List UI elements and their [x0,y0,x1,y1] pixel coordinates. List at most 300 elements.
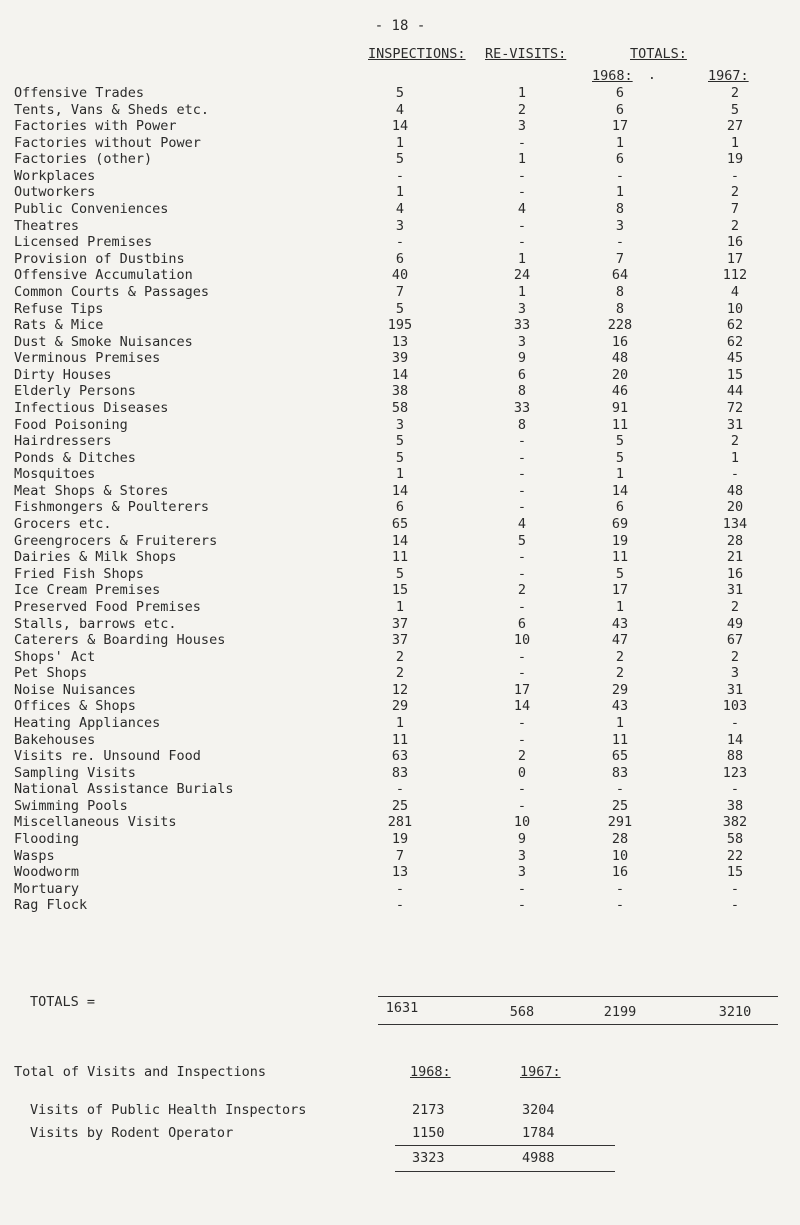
row-revisits: 24 [513,267,531,284]
row-label: Verminous Premises [14,350,161,367]
row-inspections: 1 [395,598,405,615]
row-total-1968: 25 [611,797,629,814]
row-revisits: - [517,482,527,499]
row-total-1968: 6 [615,151,625,168]
row-total-1968: 64 [611,267,629,284]
row-label: Shops' Act [14,648,96,665]
table-row [0,682,800,699]
row-label: Preserved Food Premises [14,598,201,615]
row-revisits: - [517,731,527,748]
row-revisits: 1 [517,85,527,101]
row-label: Licensed Premises [14,234,153,251]
row-total-1967: 4 [730,283,740,300]
table-row [0,417,800,434]
row-revisits: - [517,648,527,665]
row-total-1967: 31 [726,681,744,698]
row-revisits: 3 [517,847,527,864]
row-total-1968: 65 [611,748,629,765]
row-label: Meat Shops & Stores [14,482,169,499]
row-revisits: 1 [517,283,527,300]
row-inspections: 11 [391,549,409,566]
summary-year-1967: 1967: [520,1064,561,1080]
row-total-1968: 11 [611,731,629,748]
row-total-1967: 48 [726,482,744,499]
row-inspections: 1 [395,134,405,151]
row-revisits: 4 [517,201,527,218]
table-row [0,665,800,682]
row-label: Offensive Trades [14,85,145,101]
row-revisits: - [517,897,527,914]
table-row [0,450,800,467]
row-revisits: 10 [513,632,531,649]
table-row [0,765,800,782]
row-total-1967: - [730,781,740,798]
row-total-1968: 6 [615,85,625,101]
row-inspections: 39 [391,350,409,367]
row-total-1967: 62 [726,317,744,334]
row-total-1968: 8 [615,283,625,300]
row-total-1968: 43 [611,615,629,632]
table-row [0,433,800,450]
summary-inspectors-1968: 2173 [412,1102,445,1118]
header-year-1967: 1967: [708,68,749,84]
row-label: Provision of Dustbins [14,250,185,267]
row-revisits: 1 [517,151,527,168]
row-label: Grocers etc. [14,516,112,533]
table-row [0,649,800,666]
table-row [0,350,800,367]
row-total-1968: 1 [615,714,625,731]
row-total-1967: 20 [726,499,744,516]
row-inspections: 13 [391,333,409,350]
row-total-1967: 62 [726,333,744,350]
row-total-1968: 291 [607,814,633,831]
row-total-1968: 6 [615,499,625,516]
row-inspections: 4 [395,201,405,218]
summary-grand-rule [395,1171,615,1172]
row-total-1967: 16 [726,234,744,251]
table-row [0,118,800,135]
row-revisits: - [517,549,527,566]
header-totals: TOTALS: [630,46,687,62]
table-row [0,201,800,218]
summary-grand-1968: 3323 [412,1150,445,1166]
row-total-1968: - [615,897,625,914]
table-row [0,135,800,152]
row-total-1968: 1 [615,134,625,151]
row-inspections: 19 [391,831,409,848]
row-inspections: 11 [391,731,409,748]
totals-1968: 2199 [603,1004,637,1020]
row-label: Infectious Diseases [14,399,169,416]
row-revisits: - [517,234,527,251]
row-inspections: 195 [387,317,413,334]
row-total-1968: 14 [611,482,629,499]
summary-label-inspectors: Visits of Public Health Inspectors [30,1102,307,1118]
row-revisits: - [517,665,527,682]
summary-rodent-1967: 1784 [522,1125,555,1141]
row-label: Mortuary [14,880,80,897]
row-total-1967: 72 [726,399,744,416]
row-label: Common Courts & Passages [14,283,210,300]
row-revisits: 10 [513,814,531,831]
row-revisits: 1 [517,250,527,267]
table-row [0,516,800,533]
table-row [0,483,800,500]
totals-label: TOTALS = [30,994,96,1010]
row-total-1968: 20 [611,366,629,383]
row-label: Rag Flock [14,897,88,914]
row-inspections: 2 [395,648,405,665]
row-inspections: 5 [395,565,405,582]
row-label: Elderly Persons [14,383,136,400]
row-revisits: 2 [517,748,527,765]
row-total-1967: 15 [726,366,744,383]
row-inspections: 1 [395,714,405,731]
row-revisits: - [517,565,527,582]
row-total-1968: - [615,167,625,184]
row-revisits: 6 [517,366,527,383]
table-row [0,267,800,284]
row-total-1968: 11 [611,416,629,433]
row-total-1967: 382 [722,814,748,831]
row-inspections: 38 [391,383,409,400]
row-inspections: 83 [391,764,409,781]
row-inspections: 37 [391,632,409,649]
table-row [0,549,800,566]
inspection-table [0,85,800,914]
row-total-1967: - [730,466,740,483]
row-label: Stalls, barrows etc. [14,615,177,632]
table-row [0,499,800,516]
row-total-1967: 88 [726,748,744,765]
table-row [0,284,800,301]
table-row [0,168,800,185]
row-inspections: - [395,897,405,914]
row-label: Miscellaneous Visits [14,814,177,831]
row-revisits: 2 [517,582,527,599]
row-total-1967: 2 [730,648,740,665]
row-inspections: 14 [391,532,409,549]
row-total-1968: 7 [615,250,625,267]
row-revisits: - [517,797,527,814]
row-total-1968: - [615,781,625,798]
row-revisits: 14 [513,698,531,715]
table-row [0,748,800,765]
row-label: National Assistance Burials [14,781,234,798]
row-revisits: - [517,433,527,450]
row-total-1967: 27 [726,118,744,135]
row-total-1968: 16 [611,864,629,881]
row-label: Mosquitoes [14,466,96,483]
summary-rodent-1968: 1150 [412,1125,445,1141]
row-total-1968: 5 [615,449,625,466]
row-total-1968: 8 [615,201,625,218]
row-revisits: - [517,167,527,184]
row-revisits: - [517,217,527,234]
row-inspections: 1 [395,184,405,201]
row-total-1967: 16 [726,565,744,582]
row-label: Hairdressers [14,433,112,450]
row-total-1968: 10 [611,847,629,864]
row-label: Offices & Shops [14,698,136,715]
totals-revisits: 568 [509,1004,535,1020]
row-inspections: 58 [391,399,409,416]
row-label: Swimming Pools [14,797,128,814]
table-row [0,301,800,318]
row-total-1968: 47 [611,632,629,649]
row-total-1967: 21 [726,549,744,566]
table-row [0,732,800,749]
row-revisits: - [517,598,527,615]
summary-label-rodent: Visits by Rodent Operator [30,1125,234,1141]
row-total-1967: 2 [730,598,740,615]
row-revisits: 33 [513,317,531,334]
row-total-1968: 8 [615,300,625,317]
table-row [0,715,800,732]
row-label: Flooding [14,831,80,848]
row-total-1968: 29 [611,681,629,698]
row-revisits: 9 [517,350,527,367]
row-total-1968: 1 [615,184,625,201]
row-label: Rats & Mice [14,317,104,334]
table-row [0,566,800,583]
row-total-1967: - [730,897,740,914]
table-row [0,848,800,865]
row-total-1968: 28 [611,831,629,848]
row-inspections: 65 [391,516,409,533]
row-total-1967: - [730,880,740,897]
table-row [0,466,800,483]
row-inspections: 5 [395,300,405,317]
row-revisits: - [517,134,527,151]
row-revisits: 17 [513,681,531,698]
summary-inspectors-1967: 3204 [522,1102,555,1118]
row-label: Greengrocers & Fruiterers [14,532,218,549]
table-row [0,798,800,815]
row-label: Food Poisoning [14,416,128,433]
summary-grand-1967: 4988 [522,1150,555,1166]
table-row [0,85,800,102]
table-row [0,881,800,898]
row-label: Tents, Vans & Sheds etc. [14,101,210,118]
table-row [0,632,800,649]
row-revisits: 9 [517,831,527,848]
row-total-1967: 112 [722,267,748,284]
row-label: Dust & Smoke Nuisances [14,333,193,350]
row-inspections: 5 [395,85,405,101]
row-total-1967: 134 [722,516,748,533]
row-label: Heating Appliances [14,714,161,731]
row-total-1968: 2 [615,648,625,665]
row-label: Sampling Visits [14,764,136,781]
row-total-1967: 1 [730,449,740,466]
row-total-1967: 2 [730,85,740,101]
table-row [0,251,800,268]
row-revisits: 3 [517,300,527,317]
row-label: Dairies & Milk Shops [14,549,177,566]
row-inspections: 7 [395,283,405,300]
totals-1967: 3210 [718,1004,752,1020]
row-total-1967: 45 [726,350,744,367]
table-row [0,897,800,914]
totals-inspections: 1631 [385,1000,419,1016]
row-inspections: - [395,234,405,251]
header-inspections: INSPECTIONS: [368,46,466,62]
row-total-1967: 2 [730,217,740,234]
table-row [0,814,800,831]
row-total-1967: 67 [726,632,744,649]
row-inspections: 7 [395,847,405,864]
table-row [0,533,800,550]
row-revisits: 0 [517,764,527,781]
row-total-1967: 10 [726,300,744,317]
row-revisits: - [517,781,527,798]
table-row [0,102,800,119]
row-inspections: 3 [395,416,405,433]
row-revisits: 8 [517,383,527,400]
row-inspections: - [395,880,405,897]
row-total-1967: 3 [730,665,740,682]
summary-subtotal-rule [395,1145,615,1146]
row-label: Outworkers [14,184,96,201]
row-label: Dirty Houses [14,366,112,383]
row-total-1968: 5 [615,433,625,450]
table-row [0,383,800,400]
row-inspections: 14 [391,118,409,135]
table-row [0,582,800,599]
row-total-1967: 1 [730,134,740,151]
row-inspections: 5 [395,151,405,168]
row-inspections: - [395,167,405,184]
summary-title: Total of Visits and Inspections [14,1064,266,1080]
header-year-1968: 1968: [592,68,633,84]
table-row [0,367,800,384]
row-inspections: 6 [395,499,405,516]
totals-top-rule [378,996,778,997]
table-row [0,400,800,417]
row-revisits: - [517,499,527,516]
row-total-1967: 31 [726,416,744,433]
row-label: Factories without Power [14,134,201,151]
row-inspections: 40 [391,267,409,284]
row-revisits: 33 [513,399,531,416]
row-inspections: 1 [395,466,405,483]
row-total-1968: 6 [615,101,625,118]
row-revisits: 4 [517,516,527,533]
page-number: - 18 - [374,18,426,34]
row-revisits: 3 [517,333,527,350]
table-row [0,599,800,616]
row-total-1967: 5 [730,101,740,118]
row-label: Offensive Accumulation [14,267,193,284]
row-total-1968: 5 [615,565,625,582]
row-total-1968: 1 [615,466,625,483]
row-revisits: 6 [517,615,527,632]
summary-year-1968: 1968: [410,1064,451,1080]
row-total-1968: - [615,234,625,251]
row-total-1968: 48 [611,350,629,367]
row-revisits: 2 [517,101,527,118]
row-total-1968: 16 [611,333,629,350]
row-label: Factories (other) [14,151,153,168]
row-total-1967: 28 [726,532,744,549]
row-total-1967: 2 [730,184,740,201]
row-revisits: - [517,466,527,483]
row-inspections: 6 [395,250,405,267]
row-total-1968: 17 [611,118,629,135]
row-total-1967: - [730,714,740,731]
row-label: Caterers & Boarding Houses [14,632,226,649]
table-row [0,334,800,351]
row-inspections: 13 [391,864,409,881]
row-total-1968: 83 [611,764,629,781]
row-label: Noise Nuisances [14,681,136,698]
table-row [0,864,800,881]
row-inspections: 2 [395,665,405,682]
row-total-1968: 11 [611,549,629,566]
row-inspections: 12 [391,681,409,698]
row-revisits: 8 [517,416,527,433]
row-total-1968: 69 [611,516,629,533]
table-row [0,184,800,201]
row-total-1968: 19 [611,532,629,549]
row-label: Woodworm [14,864,80,881]
totals-bottom-rule [378,1024,778,1025]
table-row [0,831,800,848]
row-inspections: 14 [391,482,409,499]
row-total-1968: 1 [615,598,625,615]
row-label: Ponds & Ditches [14,449,136,466]
row-total-1967: 103 [722,698,748,715]
row-revisits: - [517,714,527,731]
row-total-1968: 228 [607,317,633,334]
row-inspections: 5 [395,449,405,466]
row-total-1967: 58 [726,831,744,848]
row-total-1968: 91 [611,399,629,416]
row-inspections: 3 [395,217,405,234]
row-total-1967: 19 [726,151,744,168]
row-revisits: 3 [517,864,527,881]
row-total-1967: 15 [726,864,744,881]
table-row [0,234,800,251]
table-row [0,151,800,168]
table-row [0,781,800,798]
row-inspections: 15 [391,582,409,599]
table-row [0,616,800,633]
row-label: Wasps [14,847,55,864]
row-inspections: 63 [391,748,409,765]
table-row [0,218,800,235]
row-total-1967: 123 [722,764,748,781]
table-row [0,317,800,334]
row-label: Pet Shops [14,665,88,682]
row-total-1967: 49 [726,615,744,632]
row-inspections: 25 [391,797,409,814]
row-total-1968: 46 [611,383,629,400]
row-label: Fishmongers & Poulterers [14,499,210,516]
header-separator: . [648,68,656,83]
row-total-1967: 38 [726,797,744,814]
row-label: Visits re. Unsound Food [14,748,201,765]
row-total-1967: 44 [726,383,744,400]
row-inspections: 37 [391,615,409,632]
row-inspections: 29 [391,698,409,715]
row-revisits: 3 [517,118,527,135]
row-revisits: - [517,449,527,466]
row-inspections: 5 [395,433,405,450]
row-total-1968: 3 [615,217,625,234]
